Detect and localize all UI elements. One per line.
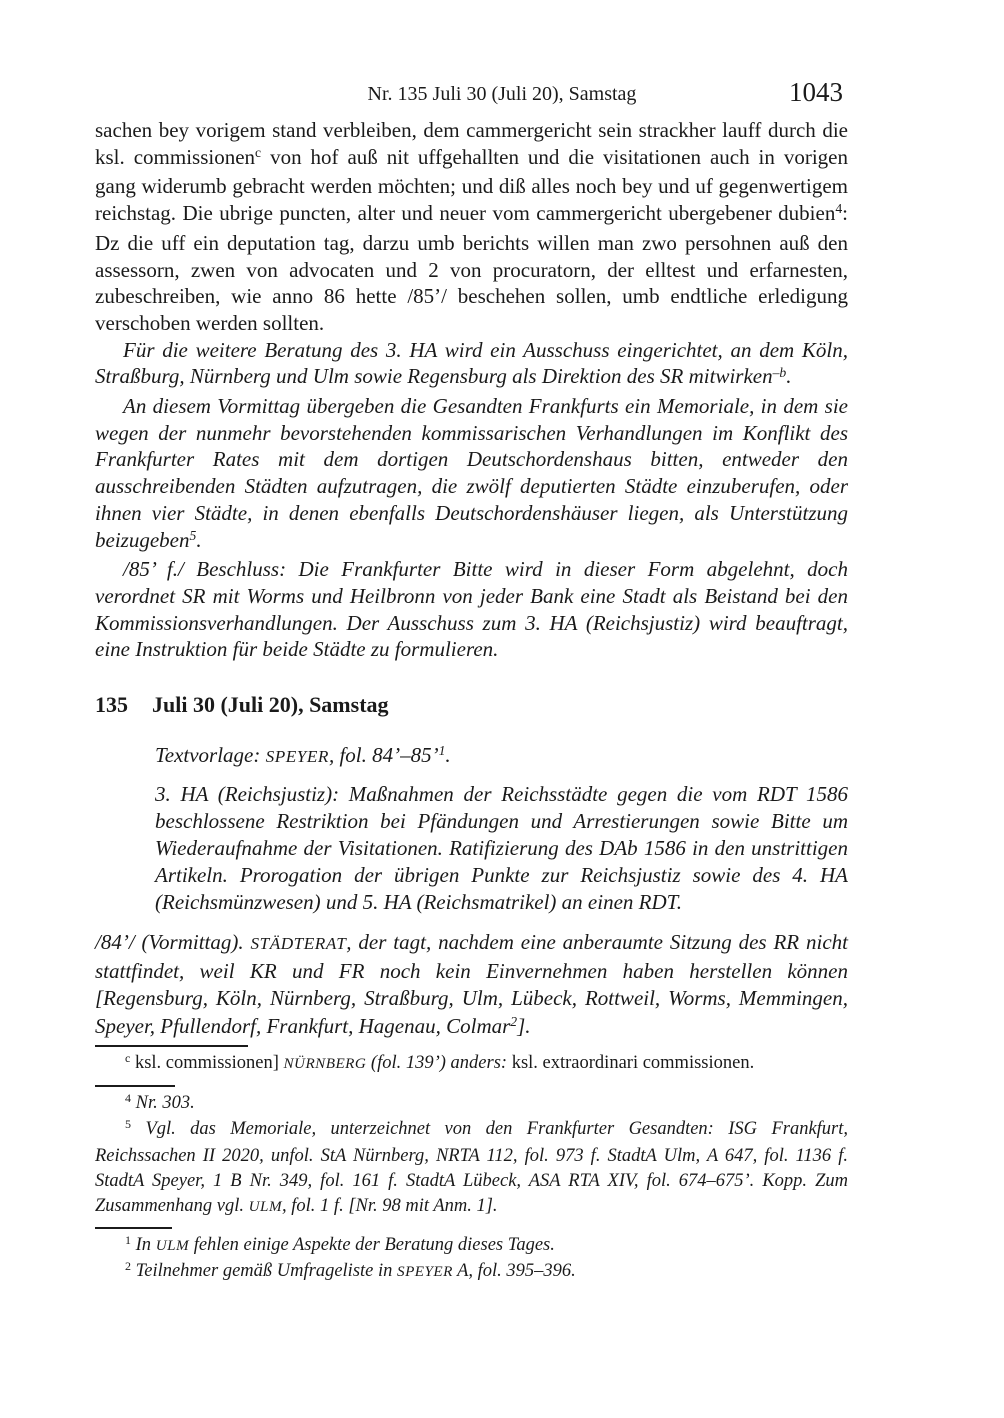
- entry-heading: [95, 691, 848, 718]
- page-header: [0, 78, 1004, 112]
- footnote-1: $^1$ In ULM fehlen einige Aspekte der Beratung dieses Tages.: [125, 1233, 555, 1256]
- footnote-5: $^5$ Vgl. das Memoriale, unterzeichnet von den Frankfurter Gesandten: ISG Frankfurt, Reichssachen II 2020, unfol. StA Nürnberg, NRTA 112, fol. 973 f. StadtA Ulm, A 647, fol. 1136 f. StadtA Speyer, 1 B Nr. 349, fol. 161 f. StadtA Lübeck, ASA RTA XIV, fol. 674–675’. Kopp. Zum Zusammenhang vgl. ULM, fol. 1 f. [Nr. 98 mit Anm. 1].: [95, 1117, 849, 1217]
- footnote-separator-rule: [95, 1227, 172, 1229]
- footnote-separator-rule: [95, 1085, 175, 1087]
- main-text-block: [95, 117, 848, 663]
- decision-paragraph: /85’ f./ Beschluss: Die Frankfurter Bitte wird in dieser Form abgelehnt, doch verordnet SR mit Worms und Heilbronn von jeder Bank eine Stadt als Beistand bei den Kommissionsverhandlungen. Der Ausschuss zum 3. HA (Reichsjustiz) wird beauftragt, eine Instruktion für beide Städte zu formulieren.: [95, 557, 848, 662]
- committee-summary-paragraph: Für die weitere Beratung des 3. HA wird ein Ausschuss eingerichtet, an dem Köln, Straßburg, Nürnberg und Ulm sowie Regensburg als Direktion des SR mitwirken$^{-b}$.: [95, 337, 848, 389]
- textvorlage-line: Textvorlage: SPEYER, fol. 84’–85’$^1$.: [155, 743, 451, 767]
- entry-number: 135: [95, 692, 128, 717]
- regest-paragraph: 3. HA (Reichsjustiz): Maßnahmen der Reichsstädte gegen die vom RDT 1586 beschlossene Restriktion bei Pfändungen und Arrestierungen sowie Bitte um Wiederaufnahme der Visitationen. Ratifizierung des DAb 1586 in den unstrittigen Artikeln. Prorogation der übrigen Punkte zur Reichsjustiz sowie des 4. HA (Reichsmünzwesen) und 5. HA (Reichsmatrikel) an einen RDT.: [155, 782, 848, 914]
- session-paragraph: /84’/ (Vormittag). STÄDTERAT, der tagt, nachdem eine anberaumte Sitzung des RR nicht stattfindet, weil KR und FR noch kein Einvernehmen haben herstellen können [Regensburg, Köln, Nürnberg, Straßburg, Ulm, Lübeck, Rottweil, Worms, Memmingen, Speyer, Pfullendorf, Frankfurt, Hagenau, Colmar$^2$].: [95, 930, 848, 1038]
- memoriale-summary-paragraph: An diesem Vormittag übergeben die Gesandten Frankfurts ein Memoriale, in dem sie wegen der nunmehr bevorstehenden kommissarischen Verhandlungen im Konflikt des Frankfurter Rates mit dem dortigen Deutschordenshaus bitten, entweder den ausschreibenden Städten aufzutragen, die zwölf deputierten Städte einzuberufen, oder ihnen vier Städte, in denen ebenfalls Deutschordenshäuser liegen, als Unterstützung beizugeben$^5$.: [95, 394, 848, 552]
- page-number: 1043: [789, 77, 843, 107]
- entry-135: [95, 691, 848, 1042]
- footnote-separator-rule: [95, 1045, 248, 1047]
- footnotes-block: [95, 1042, 848, 1286]
- footnote-2: $^2$ Teilnehmer gemäß Umfrageliste in SPEYER A, fol. 395–396.: [125, 1259, 576, 1282]
- footnote-4: $^4$ Nr. 303.: [125, 1091, 195, 1114]
- transcript-paragraph: sachen bey vorigem stand verbleiben, dem cammergericht sein strackher lauff durch die ksl. commissionen$^c$ von hof auß nit uffgehallten und die visitationen auch in vorigen gang widerumb gebracht werden möchten; und diß alles noch bey und uf gegenwertigem reichstag. Die ubrige puncten, alter und neuer vom cammergericht ubergebener dubien$^4$: Dz die uff ein deputation tag, darzu umb berichts willen man zwo persohnen auß den assessorn, zwen von advocaten und 2 von procuratorn, der elltest und erfarnesten, zubeschreiben, wie anno 86 hette /85’/ beschehen sollen, umb endtliche erledigung verschoben werden sollten.: [95, 118, 848, 335]
- footnote-c: $^c$ ksl. commissionen] NÜRNBERG (fol. 139’) anders: ksl. extraordinari commissionen.: [125, 1051, 755, 1073]
- entry-title: Juli 30 (Juli 20), Samstag: [152, 692, 389, 717]
- running-head: Nr. 135 Juli 30 (Juli 20), Samstag: [367, 83, 637, 105]
